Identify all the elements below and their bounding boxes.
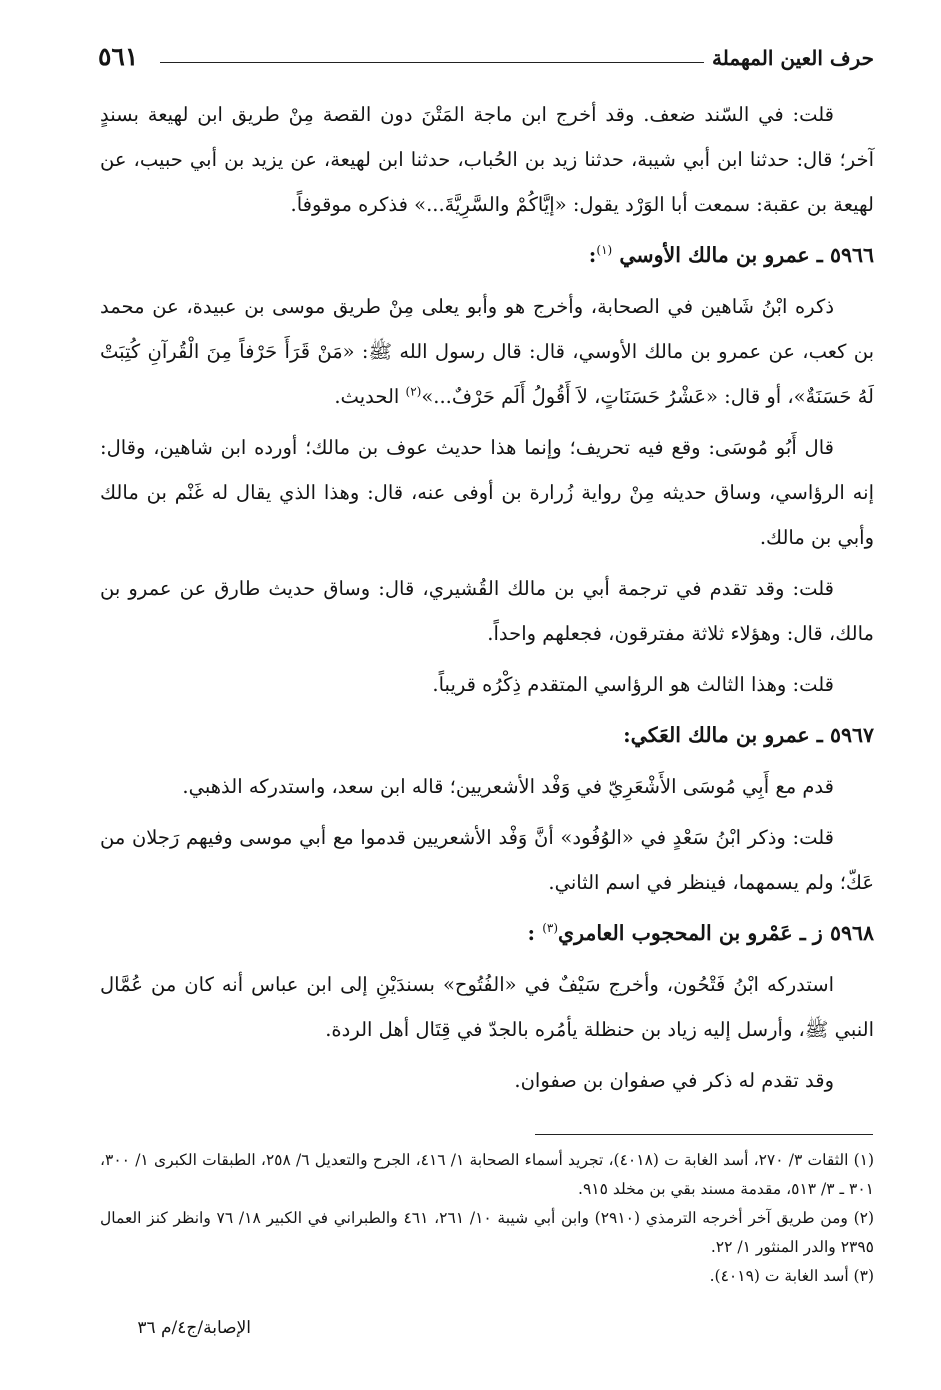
footnote-1: (١) الثقات ٣/ ٢٧٠، أسد الغابة ت (٤٠١٨)، تجريد أسماء الصحابة ١/ ٤١٦، الجرح والتعديل ٦/ ٢٥٨، الطبقات الكبرى ١/ ٣٠٠، ٣٠١ ـ ٣/ ٥١٣، مقدمة مسند بقي بن مخلد ٩١٥. xyxy=(100,1151,875,1198)
entry-5966-title: ٥٩٦٦ ـ عمرو بن مالك الأوسي xyxy=(619,243,874,267)
footnote-rule xyxy=(535,1134,873,1135)
paragraph-1: قلت: في السّند ضعف. وقد أخرج ابن ماجة المَتْنَ دون القصة مِنْ طريق ابن لهيعة بسندٍ آخر؛ قال: حدثنا ابن أبي شيبة، حدثنا زيد بن الحُباب، حدثنا ابن لهيعة، عن يزيد بن أبي حبيب، عن لهيعة بن عقبة: سمعت أبا الوَرْد يقول: «إيَّاكُمْ والسَّرِيَّةَ...» فذكره موقوفاً. xyxy=(100,103,874,216)
entry-5968-title: ٥٩٦٨ ز ـ عَمْرو بن المحجوب العامري xyxy=(558,921,874,945)
paragraph-4: قلت: وقد تقدم في ترجمة أبي بن مالك القُشيري، قال: وساق حديث طارق عن عمرو بن مالك، قال: وهؤلاء ثلاثة مفترقون، فجعلهم واحداً. xyxy=(100,577,874,645)
page-number: ٥٦١ xyxy=(98,42,139,71)
paragraph-8: استدركه ابْنُ فَتْحُون، وأخرج سَيْفٌ في «الفُتُوح» بسندَيْنِ إلى ابن عباس أنه كان من عُمَّال النبي ﷺ، وأرسل إليه زياد بن حنظلة يأمُره بالجدّ في قِتَال أهل الردة. xyxy=(100,973,874,1041)
footnote-2: (٢) ومن طريق آخر أخرجه الترمذي (٢٩١٠) وابن أبي شيبة ١٠/ ٢٦١، ٤٦١ والطبراني في الكبير ١٨/ ٧٦ وانظر كنز العمال ٢٣٩٥ والدر المنثور ١/ ٢٢. xyxy=(100,1209,875,1256)
paragraph-7: قلت: وذكر ابْنُ سَعْدٍ في «الوُفُود» أنَّ وَفْد الأشعريين قدموا مع أبي موسى وفيهم رَجلان من عَكّ؛ ولم يسمهما، فينظر في اسم الثاني. xyxy=(100,826,874,894)
paragraph-2-tail: الحديث. xyxy=(334,385,406,408)
entry-5966-colon: : xyxy=(588,243,597,267)
running-title: حرف العين المهملة xyxy=(712,46,874,70)
page-header xyxy=(98,40,874,80)
paragraph-2-text: ذكره ابْنُ شَاهين في الصحابة، وأخرج هو وأبو يعلى مِنْ طريق موسى بن عبيدة، عن محمد بن كعب، عن عمرو بن مالك الأوسي، قال: قال رسول الله ﷺ: «مَنْ قَرَأَ حَرْفاً مِنَ الْقُرآنِ كُتِبَتْ لَهُ حَسَنَةٌ»، أو قال: «عَشْرُ حَسَنَاتٍ، لاَ أَقُولُ أَلَم حَرْفٌ...» xyxy=(100,295,874,408)
paragraph-5: قلت: وهذا الثالث هو الرؤاسي المتقدم ذِكْرُه قريباً. xyxy=(432,673,834,696)
header-rule xyxy=(160,62,704,63)
entry-5967-heading: ٥٩٦٧ ـ عمرو بن مالك العَكي: xyxy=(623,723,874,747)
signature-mark: الإصابة/ج٤/م ٣٦ xyxy=(137,1318,251,1338)
entry-5966-heading xyxy=(100,233,874,278)
entry-5968-colon: : xyxy=(527,921,536,945)
paragraph-2-footnote-ref: (٢) xyxy=(405,384,422,399)
entry-5968-heading xyxy=(100,911,874,956)
main-text xyxy=(100,92,874,1109)
paragraph-3: قال أَبُو مُوسَى: وقع فيه تحريف؛ وإنما هذا حديث عوف بن مالك؛ أورده ابن شاهين، وقال: إنه الرؤاسي، وساق حديثه مِنْ رواية زُرارة بن أوفى عنه، قال: وهذا الذي يقال له غَنْم بن مالك وأبي بن مالك. xyxy=(100,436,874,549)
entry-5968-footnote-ref: (٣) xyxy=(542,921,559,936)
entry-5966-footnote-ref: (١) xyxy=(596,243,613,258)
paragraph-9: وقد تقدم له ذكر في صفوان بن صفوان. xyxy=(514,1069,834,1092)
footnote-3: (٣) أسد الغابة ت (٤٠١٩). xyxy=(709,1267,874,1285)
footnotes xyxy=(100,1146,874,1291)
paragraph-6: قدم مع أَبِي مُوسَى الأَشْعَرِيّ في وَفْد الأشعريين؛ قاله ابن سعد، واستدركه الذهبي. xyxy=(182,775,834,798)
paragraph-2 xyxy=(100,284,874,419)
